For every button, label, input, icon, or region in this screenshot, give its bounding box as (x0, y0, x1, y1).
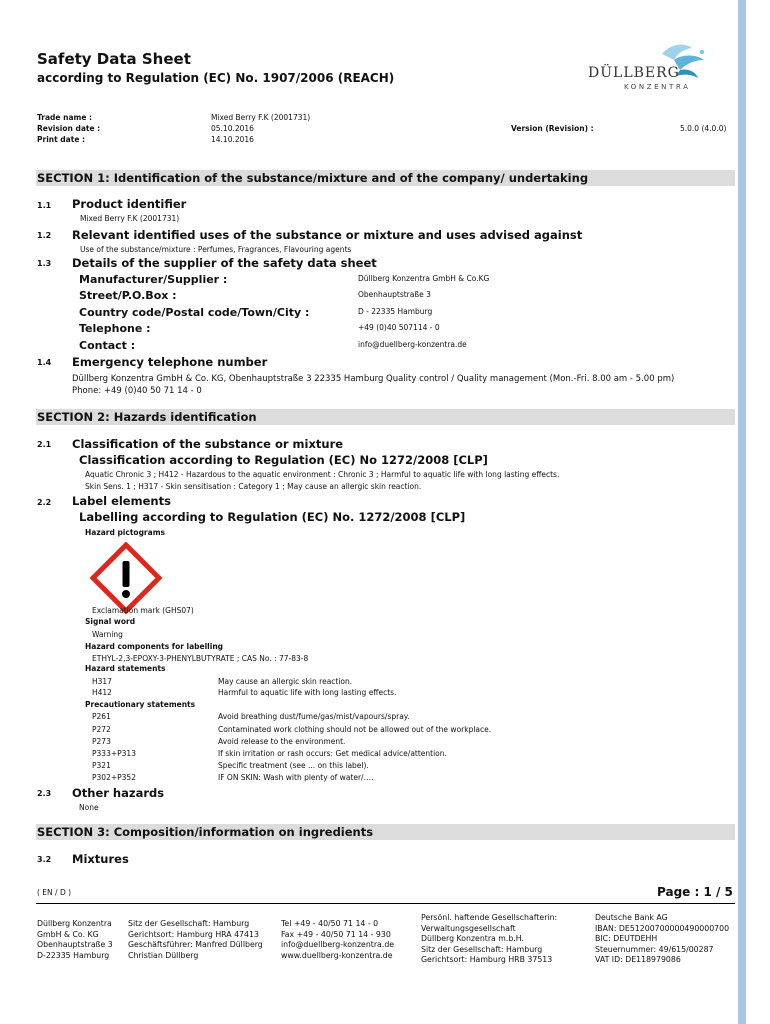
section-1-4-number: 1.4 (37, 358, 52, 367)
section-3-2-number: 3.2 (37, 855, 52, 864)
precaution-code: P302+P352 (92, 773, 136, 782)
emergency-line-2: Phone: +49 (0)40 50 71 14 - 0 (72, 386, 202, 396)
version-value: 5.0.0 (4.0.0) (680, 124, 727, 133)
footer-partner: Persönl. haftende Gesellschafterin: Verwaltungsgesellschaft Düllberg Konzentra m.b.H. Sitz der Gesellschaft: Hamburg Gerichtsort: Hamburg HRB 37513 (421, 913, 558, 965)
town-label: Country code/Postal code/Town/City : (79, 306, 310, 319)
footer-divider (36, 903, 735, 904)
emergency-line-1: Düllberg Konzentra GmbH & Co. KG, Obenhauptstraße 3 22335 Hamburg Quality control / Quality management (Mon.-Fri. 8.00 am - 5.00 pm) (72, 374, 675, 384)
ghs07-exclamation-icon (90, 542, 162, 614)
precaution-code: P261 (92, 712, 111, 721)
product-identifier-text: Mixed Berry F.K (2001731) (80, 214, 180, 223)
precaution-text: Avoid release to the environment. (218, 737, 346, 746)
section-1-3-title: Details of the supplier of the safety data sheet (72, 256, 377, 270)
signal-word-label: Signal word (85, 617, 136, 626)
section-3-header: SECTION 3: Composition/information on ingredients (36, 824, 735, 840)
section-2-2-title: Label elements (72, 494, 171, 508)
signal-word-value: Warning (92, 630, 123, 639)
scrollbar[interactable] (738, 0, 746, 1024)
section-2-3-number: 2.3 (37, 789, 52, 798)
logo-sub: KONZENTRA (624, 83, 691, 91)
language-indicator: ( EN / D ) (37, 888, 72, 897)
telephone-label: Telephone : (79, 322, 151, 335)
section-1-3-number: 1.3 (37, 259, 52, 268)
clp-classification-subtitle: Classification according to Regulation (EC) No 1272/2008 [CLP] (79, 453, 488, 467)
section-1-header: SECTION 1: Identification of the substance/mixture and of the company/ undertaking (36, 170, 735, 186)
footer-registration: Sitz der Gesellschaft: Hamburg Gerichtsort: Hamburg HRA 47413 Geschäftsführer: Manfred Düllberg Christian Düllberg (128, 919, 263, 960)
document-subtitle: according to Regulation (EC) No. 1907/2006 (REACH) (37, 71, 395, 85)
logo-name: DÜLLBERG (588, 65, 680, 81)
version-label: Version (Revision) : (511, 124, 594, 133)
section-1-1-title: Product identifier (72, 197, 187, 211)
trade-name-label: Trade name : (37, 113, 93, 122)
trade-name-value: Mixed Berry F.K (2001731) (211, 113, 311, 122)
street-label: Street/P.O.Box : (79, 289, 177, 302)
revision-date-value: 05.10.2016 (211, 124, 254, 133)
precaution-code: P272 (92, 725, 111, 734)
footer-bank: Deutsche Bank AG IBAN: DE51200700000490000700 BIC: DEUTDEHH Steuernummer: 49/615/00287 VAT ID: DE118979086 (595, 913, 730, 965)
precaution-text: If skin irritation or rash occurs: Get medical advice/attention. (218, 749, 447, 758)
precaution-text: Contaminated work clothing should not be allowed out of the workplace. (218, 725, 492, 734)
section-1-2-title: Relevant identified uses of the substance or mixture and uses advised against (72, 228, 583, 242)
section-2-header: SECTION 2: Hazards identification (36, 409, 735, 425)
section-3-2-title: Mixtures (72, 852, 129, 866)
section-1-4-title: Emergency telephone number (72, 355, 268, 369)
town-value: D - 22335 Hamburg (358, 307, 433, 316)
supplier-label: Manufacturer/Supplier : (79, 273, 228, 286)
precautionary-statements-label: Precautionary statements (85, 700, 196, 709)
clp-labelling-subtitle: Labelling according to Regulation (EC) No. 1272/2008 [CLP] (79, 510, 466, 524)
precaution-text: Avoid breathing dust/fume/gas/mist/vapours/spray. (218, 712, 410, 721)
other-hazards-text: None (79, 803, 99, 812)
hazard-text: Harmful to aquatic life with long lasting effects. (218, 688, 397, 697)
revision-date-label: Revision date : (37, 124, 101, 133)
precaution-text: Specific treatment (see ... on this label). (218, 761, 369, 770)
hazard-components-value: ETHYL-2,3-EPOXY-3-PHENYLBUTYRATE ; CAS No. : 77-83-8 (92, 654, 309, 663)
section-1-2-number: 1.2 (37, 231, 52, 240)
print-date-label: Print date : (37, 135, 86, 144)
telephone-value: +49 (0)40 507114 - 0 (358, 323, 440, 332)
hazard-text: May cause an allergic skin reaction. (218, 677, 353, 686)
hazard-components-label: Hazard components for labelling (85, 642, 224, 651)
print-date-value: 14.10.2016 (211, 135, 254, 144)
section-2-2-number: 2.2 (37, 498, 52, 507)
section-2-1-number: 2.1 (37, 440, 52, 449)
contact-value[interactable]: info@duellberg-konzentra.de (358, 340, 467, 349)
footer-contact: Tel +49 - 40/50 71 14 - 0 Fax +49 - 40/50 71 14 - 930 info@duellberg-konzentra.de www.duellberg-konzentra.de (281, 919, 395, 960)
supplier-value: Düllberg Konzentra GmbH & Co.KG (358, 274, 490, 283)
precaution-text: IF ON SKIN: Wash with plenty of water/…. (218, 773, 374, 782)
section-1-1-number: 1.1 (37, 201, 52, 210)
precaution-code: P333+P313 (92, 749, 136, 758)
classification-line-1: Aquatic Chronic 3 ; H412 - Hazardous to the aquatic environment : Chronic 3 ; Harmful to aquatic life with long lasting effects. (85, 470, 560, 479)
precaution-code: P273 (92, 737, 111, 746)
pictogram-name: Exclamation mark (GHS07) (92, 606, 194, 615)
hazard-statements-label: Hazard statements (85, 664, 166, 673)
hazard-pictograms-label: Hazard pictograms (85, 528, 165, 537)
hazard-code: H412 (92, 688, 112, 697)
section-2-3-title: Other hazards (72, 786, 165, 800)
street-value: Obenhauptstraße 3 (358, 290, 431, 299)
page-number: Page : 1 / 5 (657, 885, 733, 899)
footer-company-address: Düllberg Konzentra GmbH & Co. KG Obenhauptstraße 3 D-22335 Hamburg (37, 919, 113, 960)
identified-uses-text: Use of the substance/mixture : Perfumes, Fragrances, Flavouring agents (80, 245, 352, 254)
contact-label: Contact : (79, 339, 136, 352)
precaution-code: P321 (92, 761, 111, 770)
hazard-code: H317 (92, 677, 112, 686)
document-title: Safety Data Sheet (37, 50, 191, 68)
classification-line-2: Skin Sens. 1 ; H317 - Skin sensitisation : Category 1 ; May cause an allergic skin reaction. (85, 482, 422, 491)
company-logo (584, 40, 714, 100)
section-2-1-title: Classification of the substance or mixture (72, 437, 344, 451)
